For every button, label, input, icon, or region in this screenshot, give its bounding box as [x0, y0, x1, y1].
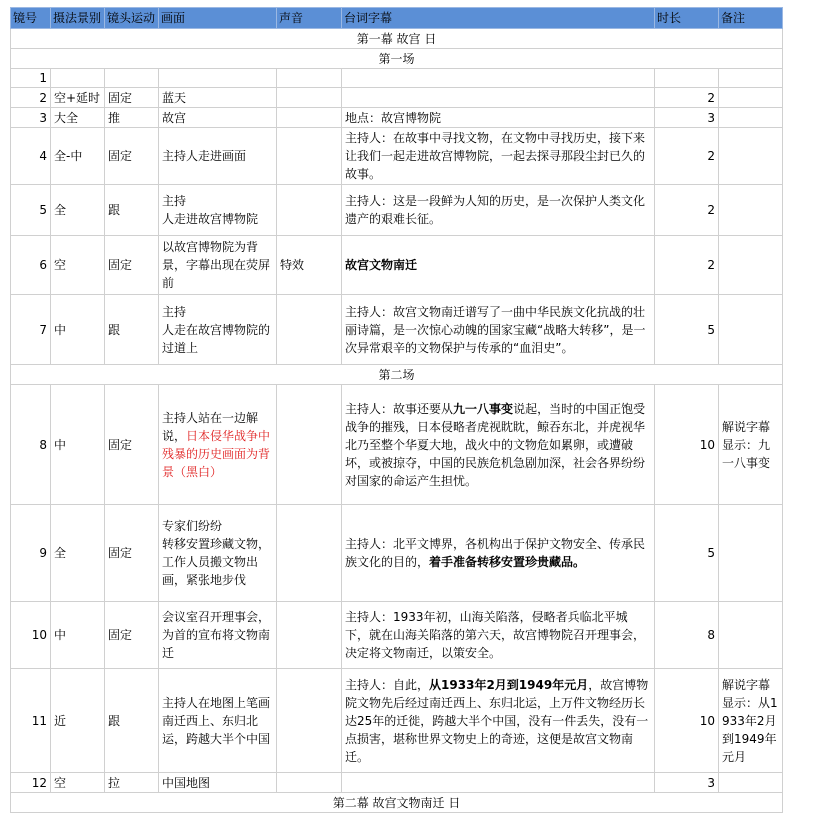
lines-text: 主持人：自此， [345, 677, 430, 692]
cell-no[interactable]: 11 [11, 669, 51, 773]
cell-shot[interactable]: 近 [51, 669, 105, 773]
cell-no[interactable]: 1 [11, 69, 51, 88]
cell-picture[interactable]: 专家们纷纷 转移安置珍藏文物，工作人员搬文物出画，紧张地步伐 [159, 505, 277, 602]
cell-duration[interactable]: 8 [655, 602, 719, 669]
cell-move[interactable]: 跟 [105, 295, 159, 365]
cell-lines[interactable] [342, 669, 655, 773]
lines-bold-text: 从1933年2月到1949年元月 [429, 677, 589, 692]
cell-no[interactable]: 9 [11, 505, 51, 602]
storyboard-sheet [10, 7, 783, 813]
cell-note[interactable] [719, 773, 783, 793]
cell-shot[interactable]: 大全 [51, 108, 105, 128]
cell-duration[interactable]: 2 [655, 185, 719, 236]
cell-no[interactable]: 2 [11, 88, 51, 108]
cell-no[interactable]: 5 [11, 185, 51, 236]
header-row [11, 8, 783, 29]
cell-duration[interactable]: 2 [655, 128, 719, 185]
cell-move[interactable]: 跟 [105, 669, 159, 773]
cell-note[interactable] [719, 88, 783, 108]
cell-picture[interactable] [159, 69, 277, 88]
picture-highlight-text: 日本侵华战争中残暴的历史画面为背景（黑白） [162, 428, 271, 479]
cell-no[interactable]: 8 [11, 385, 51, 505]
cell-shot[interactable]: 中 [51, 602, 105, 669]
col-header-lines[interactable]: 台词字幕 [342, 8, 655, 29]
cell-duration[interactable]: 2 [655, 236, 719, 295]
cell-move[interactable]: 固定 [105, 602, 159, 669]
cell-lines[interactable]: 主持人：在故事中寻找文物，在文物中寻找历史，接下来让我们一起走进故宫博物院，一起去探寻那段尘封已久的故事。 [342, 128, 655, 185]
cell-note[interactable] [719, 295, 783, 365]
lines-bold-text: 着手准备转移安置珍贵藏品。 [429, 555, 586, 569]
col-header-no[interactable]: 镜号 [11, 8, 51, 29]
cell-shot[interactable]: 中 [51, 385, 105, 505]
cell-shot[interactable]: 空 [51, 773, 105, 793]
table-row [11, 108, 783, 128]
storyboard-table [10, 7, 783, 813]
cell-sound[interactable] [277, 108, 342, 128]
cell-no[interactable]: 6 [11, 236, 51, 295]
cell-sound[interactable]: 特效 [277, 236, 342, 295]
cell-picture[interactable]: 中国地图 [159, 773, 277, 793]
scene-title[interactable]: 第一场 [11, 49, 783, 69]
cell-duration[interactable] [655, 69, 719, 88]
table-row [11, 385, 783, 505]
cell-note[interactable] [719, 602, 783, 669]
cell-sound[interactable] [277, 505, 342, 602]
section-row [11, 29, 783, 49]
lines-text: 主持人：北平文博界，各机构出于保护文物安全、传承民族文化的目的， [345, 537, 646, 569]
cell-picture[interactable]: 蓝天 [159, 88, 277, 108]
table-row [11, 185, 783, 236]
act-title[interactable]: 第二幕 故宫文物南迁 日 [11, 793, 783, 813]
cell-move[interactable]: 推 [105, 108, 159, 128]
cell-shot[interactable]: 空 [51, 236, 105, 295]
cell-no[interactable]: 3 [11, 108, 51, 128]
table-row [11, 236, 783, 295]
cell-no[interactable]: 10 [11, 602, 51, 669]
cell-sound[interactable] [277, 669, 342, 773]
cell-picture[interactable]: 以故宫博物院为背景，字幕出现在荧屏前 [159, 236, 277, 295]
table-row [11, 602, 783, 669]
cell-move[interactable]: 固定 [105, 505, 159, 602]
cell-lines[interactable] [342, 505, 655, 602]
table-row [11, 128, 783, 185]
section-row [11, 365, 783, 385]
cell-move[interactable]: 固定 [105, 88, 159, 108]
col-header-picture[interactable]: 画面 [159, 8, 277, 29]
lines-text: 说起，当时的中国正饱受战争的摧残，日本侵略者虎视眈眈，鲸吞东北，并虎视华北乃至整个华夏大地，战火中的文物危如累卵，或遭破坏，或被掠夺，中国的民族危机急剧加深，社会各界纷纷对国家的命运产生担忧。 [345, 401, 646, 488]
col-header-note[interactable]: 备注 [719, 8, 783, 29]
cell-lines[interactable] [342, 773, 655, 793]
cell-sound[interactable] [277, 602, 342, 669]
cell-lines[interactable] [342, 236, 655, 295]
cell-lines[interactable] [342, 69, 655, 88]
cell-move[interactable]: 固定 [105, 385, 159, 505]
cell-picture[interactable]: 主持 人走进故宫博物院 [159, 185, 277, 236]
cell-sound[interactable] [277, 88, 342, 108]
cell-lines[interactable]: 地点：故宫博物院 [342, 108, 655, 128]
cell-note[interactable] [719, 185, 783, 236]
table-row [11, 669, 783, 773]
col-header-shot[interactable]: 摄法景别 [51, 8, 105, 29]
cell-no[interactable]: 12 [11, 773, 51, 793]
section-row [11, 49, 783, 69]
cell-duration[interactable]: 10 [655, 385, 719, 505]
cell-note[interactable] [719, 236, 783, 295]
cell-note[interactable]: 解说字幕显示：九一八事变 [719, 385, 783, 505]
cell-duration[interactable]: 3 [655, 773, 719, 793]
cell-picture[interactable]: 会议室召开理事会，为首的宣布将文物南迁 [159, 602, 277, 669]
act-title[interactable]: 第一幕 故宫 日 [11, 29, 783, 49]
lines-text: ，故宫博物院文物先后经过南迁西上、东归北运，上万件文物经历长达25年的迁徙，跨越大半个中国，没有一件丢失，没有一点损害，堪称世界文物史上的奇迹，这便是故宫文物南迁。 [345, 677, 649, 764]
cell-duration[interactable]: 5 [655, 505, 719, 602]
table-row [11, 505, 783, 602]
cell-picture[interactable]: 主持人在地图上笔画南迁西上、东归北运，跨越大半个中国 [159, 669, 277, 773]
cell-duration[interactable]: 2 [655, 88, 719, 108]
cell-lines[interactable]: 主持人：这是一段鲜为人知的历史，是一次保护人类文化遗产的艰难长征。 [342, 185, 655, 236]
scene-title[interactable]: 第二场 [11, 365, 783, 385]
cell-sound[interactable] [277, 295, 342, 365]
cell-note[interactable] [719, 69, 783, 88]
table-row [11, 88, 783, 108]
cell-picture[interactable] [159, 385, 277, 505]
cell-lines[interactable] [342, 88, 655, 108]
cell-sound[interactable] [277, 385, 342, 505]
title-caption-text: 故宫文物南迁 [345, 258, 418, 272]
cell-note[interactable] [719, 505, 783, 602]
cell-duration[interactable]: 5 [655, 295, 719, 365]
table-row [11, 773, 783, 793]
lines-text: 主持人：故事还要从 [345, 401, 454, 416]
cell-shot[interactable]: 全 [51, 505, 105, 602]
cell-picture[interactable]: 主持 人走在故宫博物院的过道上 [159, 295, 277, 365]
cell-lines[interactable]: 主持人：故宫文物南迁谱写了一曲中华民族文化抗战的壮丽诗篇，是一次惊心动魄的国家宝藏“战略大转移”，是一次异常艰辛的文物保护与传承的“血泪史”。 [342, 295, 655, 365]
cell-sound[interactable] [277, 773, 342, 793]
cell-move[interactable]: 固定 [105, 236, 159, 295]
col-header-duration[interactable]: 时长 [655, 8, 719, 29]
cell-no[interactable]: 7 [11, 295, 51, 365]
cell-move[interactable]: 拉 [105, 773, 159, 793]
col-header-sound[interactable]: 声音 [277, 8, 342, 29]
cell-move[interactable]: 固定 [105, 128, 159, 185]
cell-shot[interactable]: 中 [51, 295, 105, 365]
cell-no[interactable]: 4 [11, 128, 51, 185]
cell-sound[interactable] [277, 69, 342, 88]
cell-lines[interactable] [342, 385, 655, 505]
cell-shot[interactable]: 空+延时 [51, 88, 105, 108]
cell-note[interactable]: 解说字幕显示：从1933年2月到1949年元月 [719, 669, 783, 773]
table-row [11, 69, 783, 88]
cell-move[interactable]: 跟 [105, 185, 159, 236]
cell-shot[interactable]: 全-中 [51, 128, 105, 185]
cell-move[interactable] [105, 69, 159, 88]
cell-note[interactable] [719, 128, 783, 185]
cell-note[interactable] [719, 108, 783, 128]
lines-bold-text: 九一八事变 [453, 401, 514, 416]
cell-sound[interactable] [277, 185, 342, 236]
section-row [11, 793, 783, 813]
cell-sound[interactable] [277, 128, 342, 185]
cell-picture[interactable]: 主持人走进画面 [159, 128, 277, 185]
cell-duration[interactable]: 10 [655, 669, 719, 773]
cell-lines[interactable]: 主持人：1933年初，山海关陷落，侵略者兵临北平城下，就在山海关陷落的第六天，故宫博物院召开理事会，决定将文物南迁，以策安全。 [342, 602, 655, 669]
cell-picture[interactable]: 故宫 [159, 108, 277, 128]
cell-shot[interactable]: 全 [51, 185, 105, 236]
col-header-move[interactable]: 镜头运动 [105, 8, 159, 29]
cell-duration[interactable]: 3 [655, 108, 719, 128]
picture-text: 主持人站在一边解说， [162, 410, 259, 443]
table-row [11, 295, 783, 365]
cell-shot[interactable] [51, 69, 105, 88]
